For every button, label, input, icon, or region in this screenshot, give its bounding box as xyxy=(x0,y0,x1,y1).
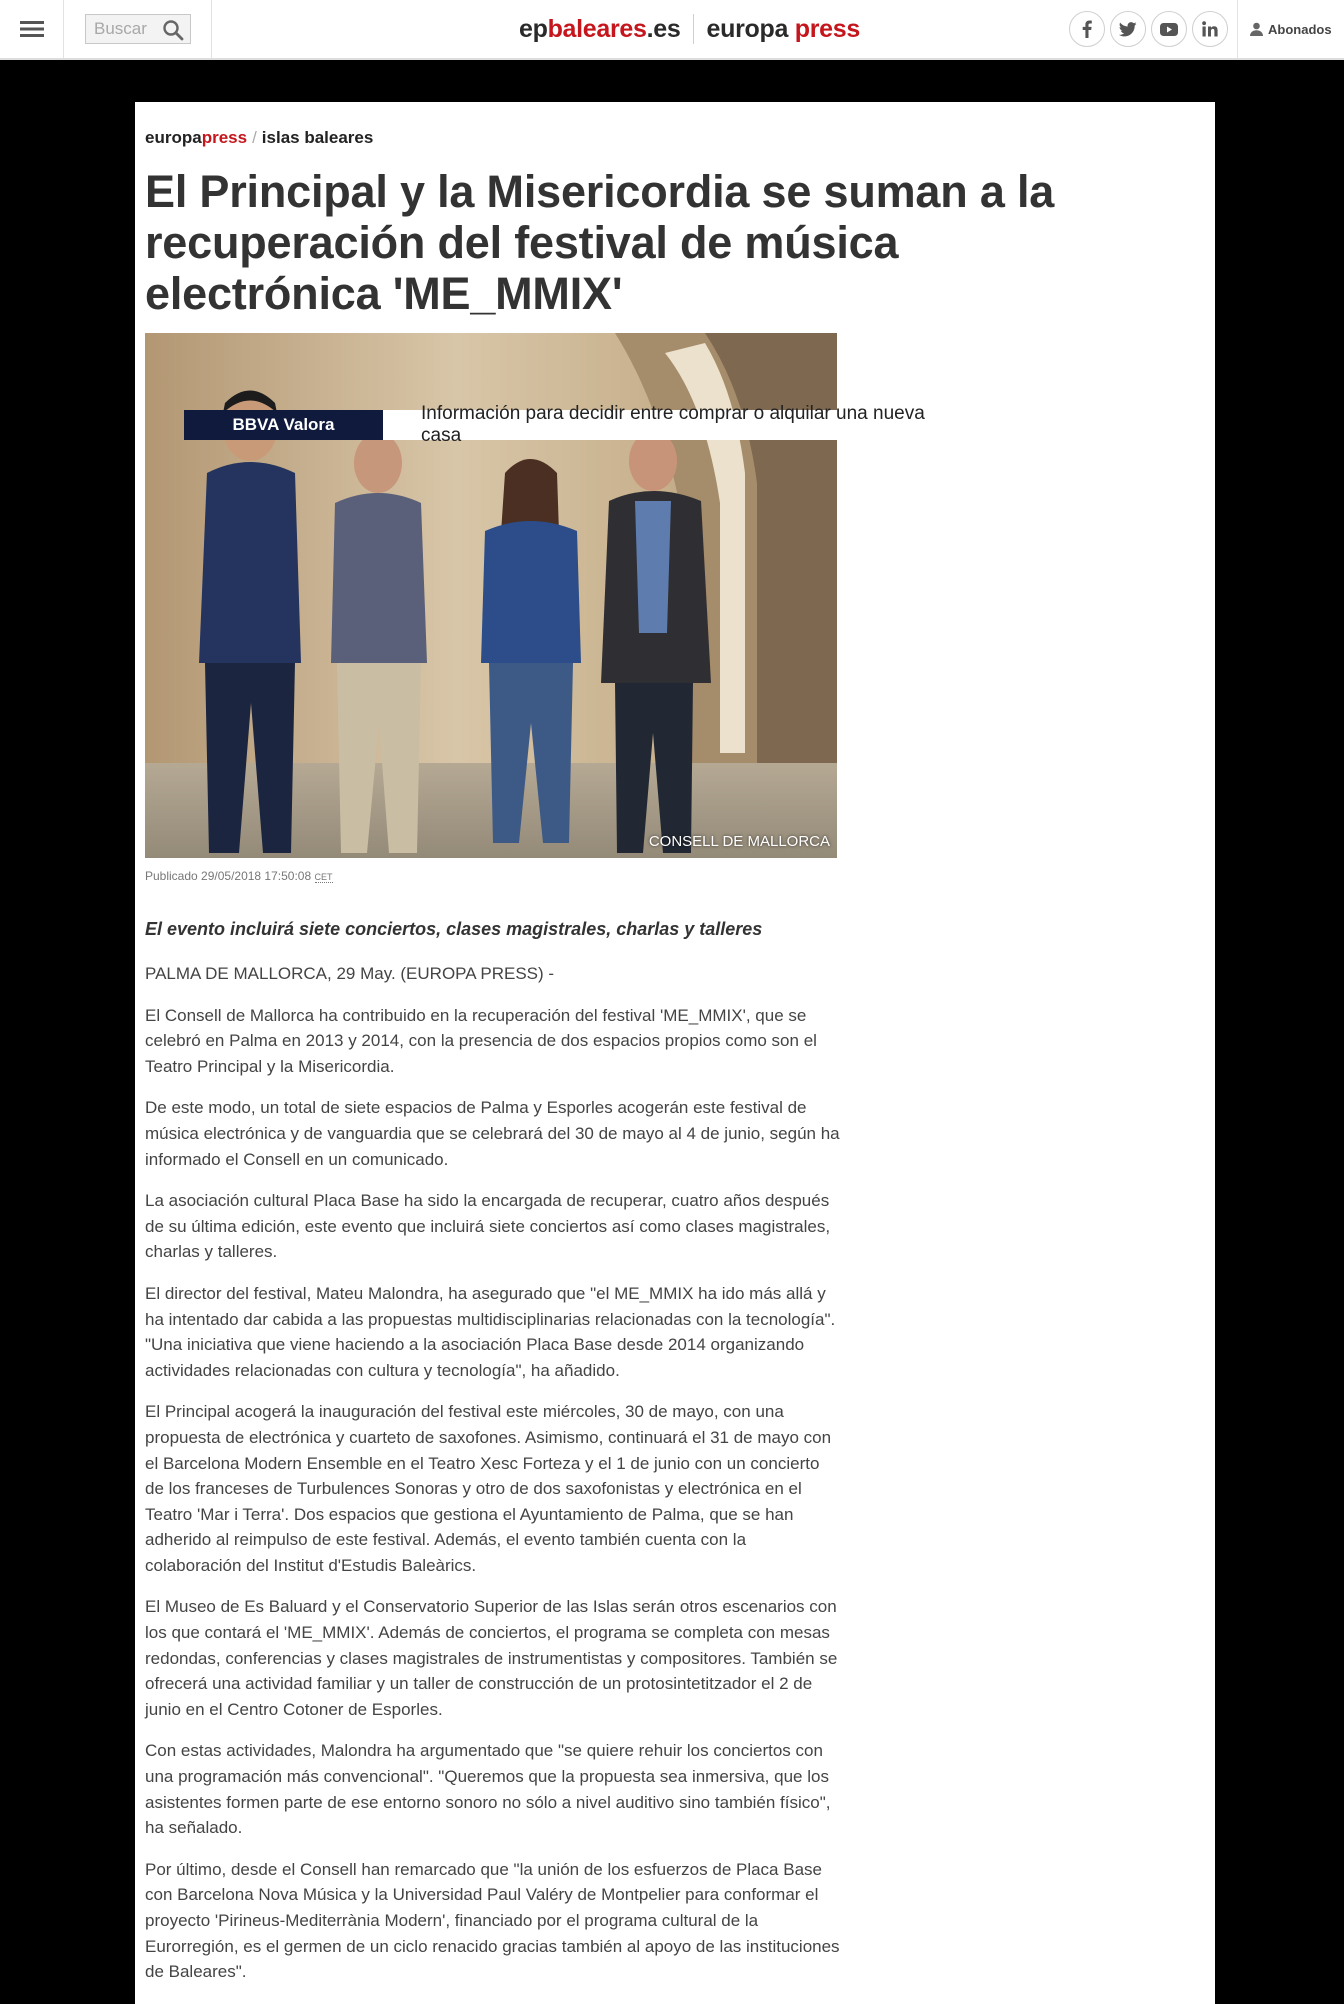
article-paragraph: Con estas actividades, Malondra ha argumentado que "se quiere rehuir los conciertos con una programación más convencional". "Queremos que la propuesta sea inmersiva, que los asistentes formen parte de ese entorno sonoro no sólo a nivel auditivo sino también físico", ha señalado. xyxy=(145,1741,831,1838)
timezone-abbr: CET xyxy=(314,872,333,882)
breadcrumb-home[interactable] xyxy=(145,128,247,147)
search-box xyxy=(85,14,191,44)
article-paragraph: Por último, desde el Consell han remarcado que "la unión de los esfuerzos de Placa Base con Barcelona Nova Música y la Universidad Paul Valéry de Montpelier para conformar el proyecto 'Pirineus-Mediterrània Modern', financiado por el programa cultural de la Eurorregión, es el germen de un ciclo renacido gracias también al apoyo de las instituciones de Baleares". xyxy=(145,1859,840,1982)
article-paragraph: El Consell de Mallorca ha contribuido en la recuperación del festival 'ME_MMIX', que se celebró en Palma en 2013 y 2014, con la presencia de dos espacios propios como son el Teatro Principal y la Misericordia. xyxy=(145,1005,817,1076)
ad-brand: BBVA Valora xyxy=(184,410,383,440)
article-body xyxy=(145,917,840,2001)
menu-button[interactable] xyxy=(0,0,64,58)
article-paragraph: El Principal acogerá la inauguración del festival este miércoles, 30 de mayo, con una propuesta de electrónica y cuarteto de saxofones. Asimismo, continuará el 31 de mayo con el Barcelona Modern Ensemble en el Teatro Xesc Forteza y el 1 de junio con un concierto de los franceses de Turbulences Sonoras y otro de dos saxofonistas y electrónica en el Teatro 'Mar i Terra'. Dos espacios que gestiona el Ayuntamiento de Palma, que se han adherido al reimpulso de este festival. Además, el evento también cuenta con la colaboración del Institut d'Estudis Baleàrics. xyxy=(145,1402,832,1575)
article-lead: El evento incluirá siete conciertos, clases magistrales, charlas y talleres xyxy=(145,919,763,939)
ad-text: Información para decidir entre comprar o alquilar una nueva casa xyxy=(383,410,965,440)
site-brand[interactable] xyxy=(519,12,860,46)
article-paragraph: El director del festival, Mateu Malondra, ha asegurado que "el ME_MMIX ha ido más allá y ha intentado dar cabida a las propuestas multidisciplinarias relacionadas con la tecnología". "Una iniciativa que viene haciendo a la asociación Placa Base desde 2014 organizando actividades relacionadas con cultura y tecnología", ha añadido. xyxy=(145,1283,836,1380)
article-title: El Principal y la Misericordia se suman a la recuperación del festival de música electrónica 'ME_MMIX' xyxy=(145,166,1055,319)
article-paragraph: El Museo de Es Baluard y el Conservatorio Superior de las Islas serán otros escenarios con los que contará el 'ME_MMIX'. Además de conciertos, el programa se completa con mesas redondas, conferencias y clases magistrales de instrumentistas y compositores. También se ofrecerá una actividad familiar y un taller de construcción de un protosintetitzador el 2 de junio en el Centro Cotoner de Esporles. xyxy=(145,1597,838,1719)
facebook-icon[interactable] xyxy=(1069,11,1105,47)
ad-banner[interactable] xyxy=(184,403,965,446)
subscribers-label: Abonados xyxy=(1268,21,1332,37)
article-card xyxy=(135,102,1215,2004)
search-area xyxy=(64,0,212,58)
youtube-icon[interactable] xyxy=(1151,11,1187,47)
brand-ep: ep xyxy=(519,14,548,43)
user-icon xyxy=(1250,22,1263,36)
article-paragraph: La asociación cultural Placa Base ha sido la encargada de recuperar, cuatro años después de su última edición, este evento que incluirá siete conciertos así como clases magistrales, charlas y talleres. xyxy=(145,1191,831,1262)
breadcrumb-brand-dark: europa xyxy=(145,128,202,147)
linkedin-icon[interactable] xyxy=(1192,11,1228,47)
subscribers-link[interactable] xyxy=(1237,0,1344,58)
breadcrumb-section[interactable]: islas baleares xyxy=(261,128,374,147)
brand-europa: europa xyxy=(706,14,795,43)
published-date xyxy=(145,869,333,883)
article-paragraph: De este modo, un total de siete espacios de Palma y Esporles acogerán este festival de música electrónica y de vanguardia que se celebrará del 30 de mayo al 4 de junio, según ha informado el Consell en un comunicado. xyxy=(145,1098,840,1169)
breadcrumb xyxy=(145,128,373,148)
brand-tld: .es xyxy=(646,14,681,43)
hamburger-icon xyxy=(20,20,44,38)
published-label: Publicado 29/05/2018 17:50:08 xyxy=(145,869,312,883)
brand-press: press xyxy=(794,14,860,43)
article-paragraph: PALMA DE MALLORCA, 29 May. (EUROPA PRESS) - xyxy=(145,964,555,983)
top-header xyxy=(0,0,1344,60)
search-icon[interactable] xyxy=(162,19,184,41)
breadcrumb-separator: / xyxy=(252,128,257,147)
brand-baleares: baleares xyxy=(547,14,647,43)
photo-credit: CONSELL DE MALLORCA xyxy=(648,833,830,850)
twitter-icon[interactable] xyxy=(1110,11,1146,47)
brand-divider xyxy=(693,14,694,44)
breadcrumb-brand-red: press xyxy=(201,128,248,147)
social-links xyxy=(1069,11,1233,47)
search-input[interactable] xyxy=(94,19,154,39)
